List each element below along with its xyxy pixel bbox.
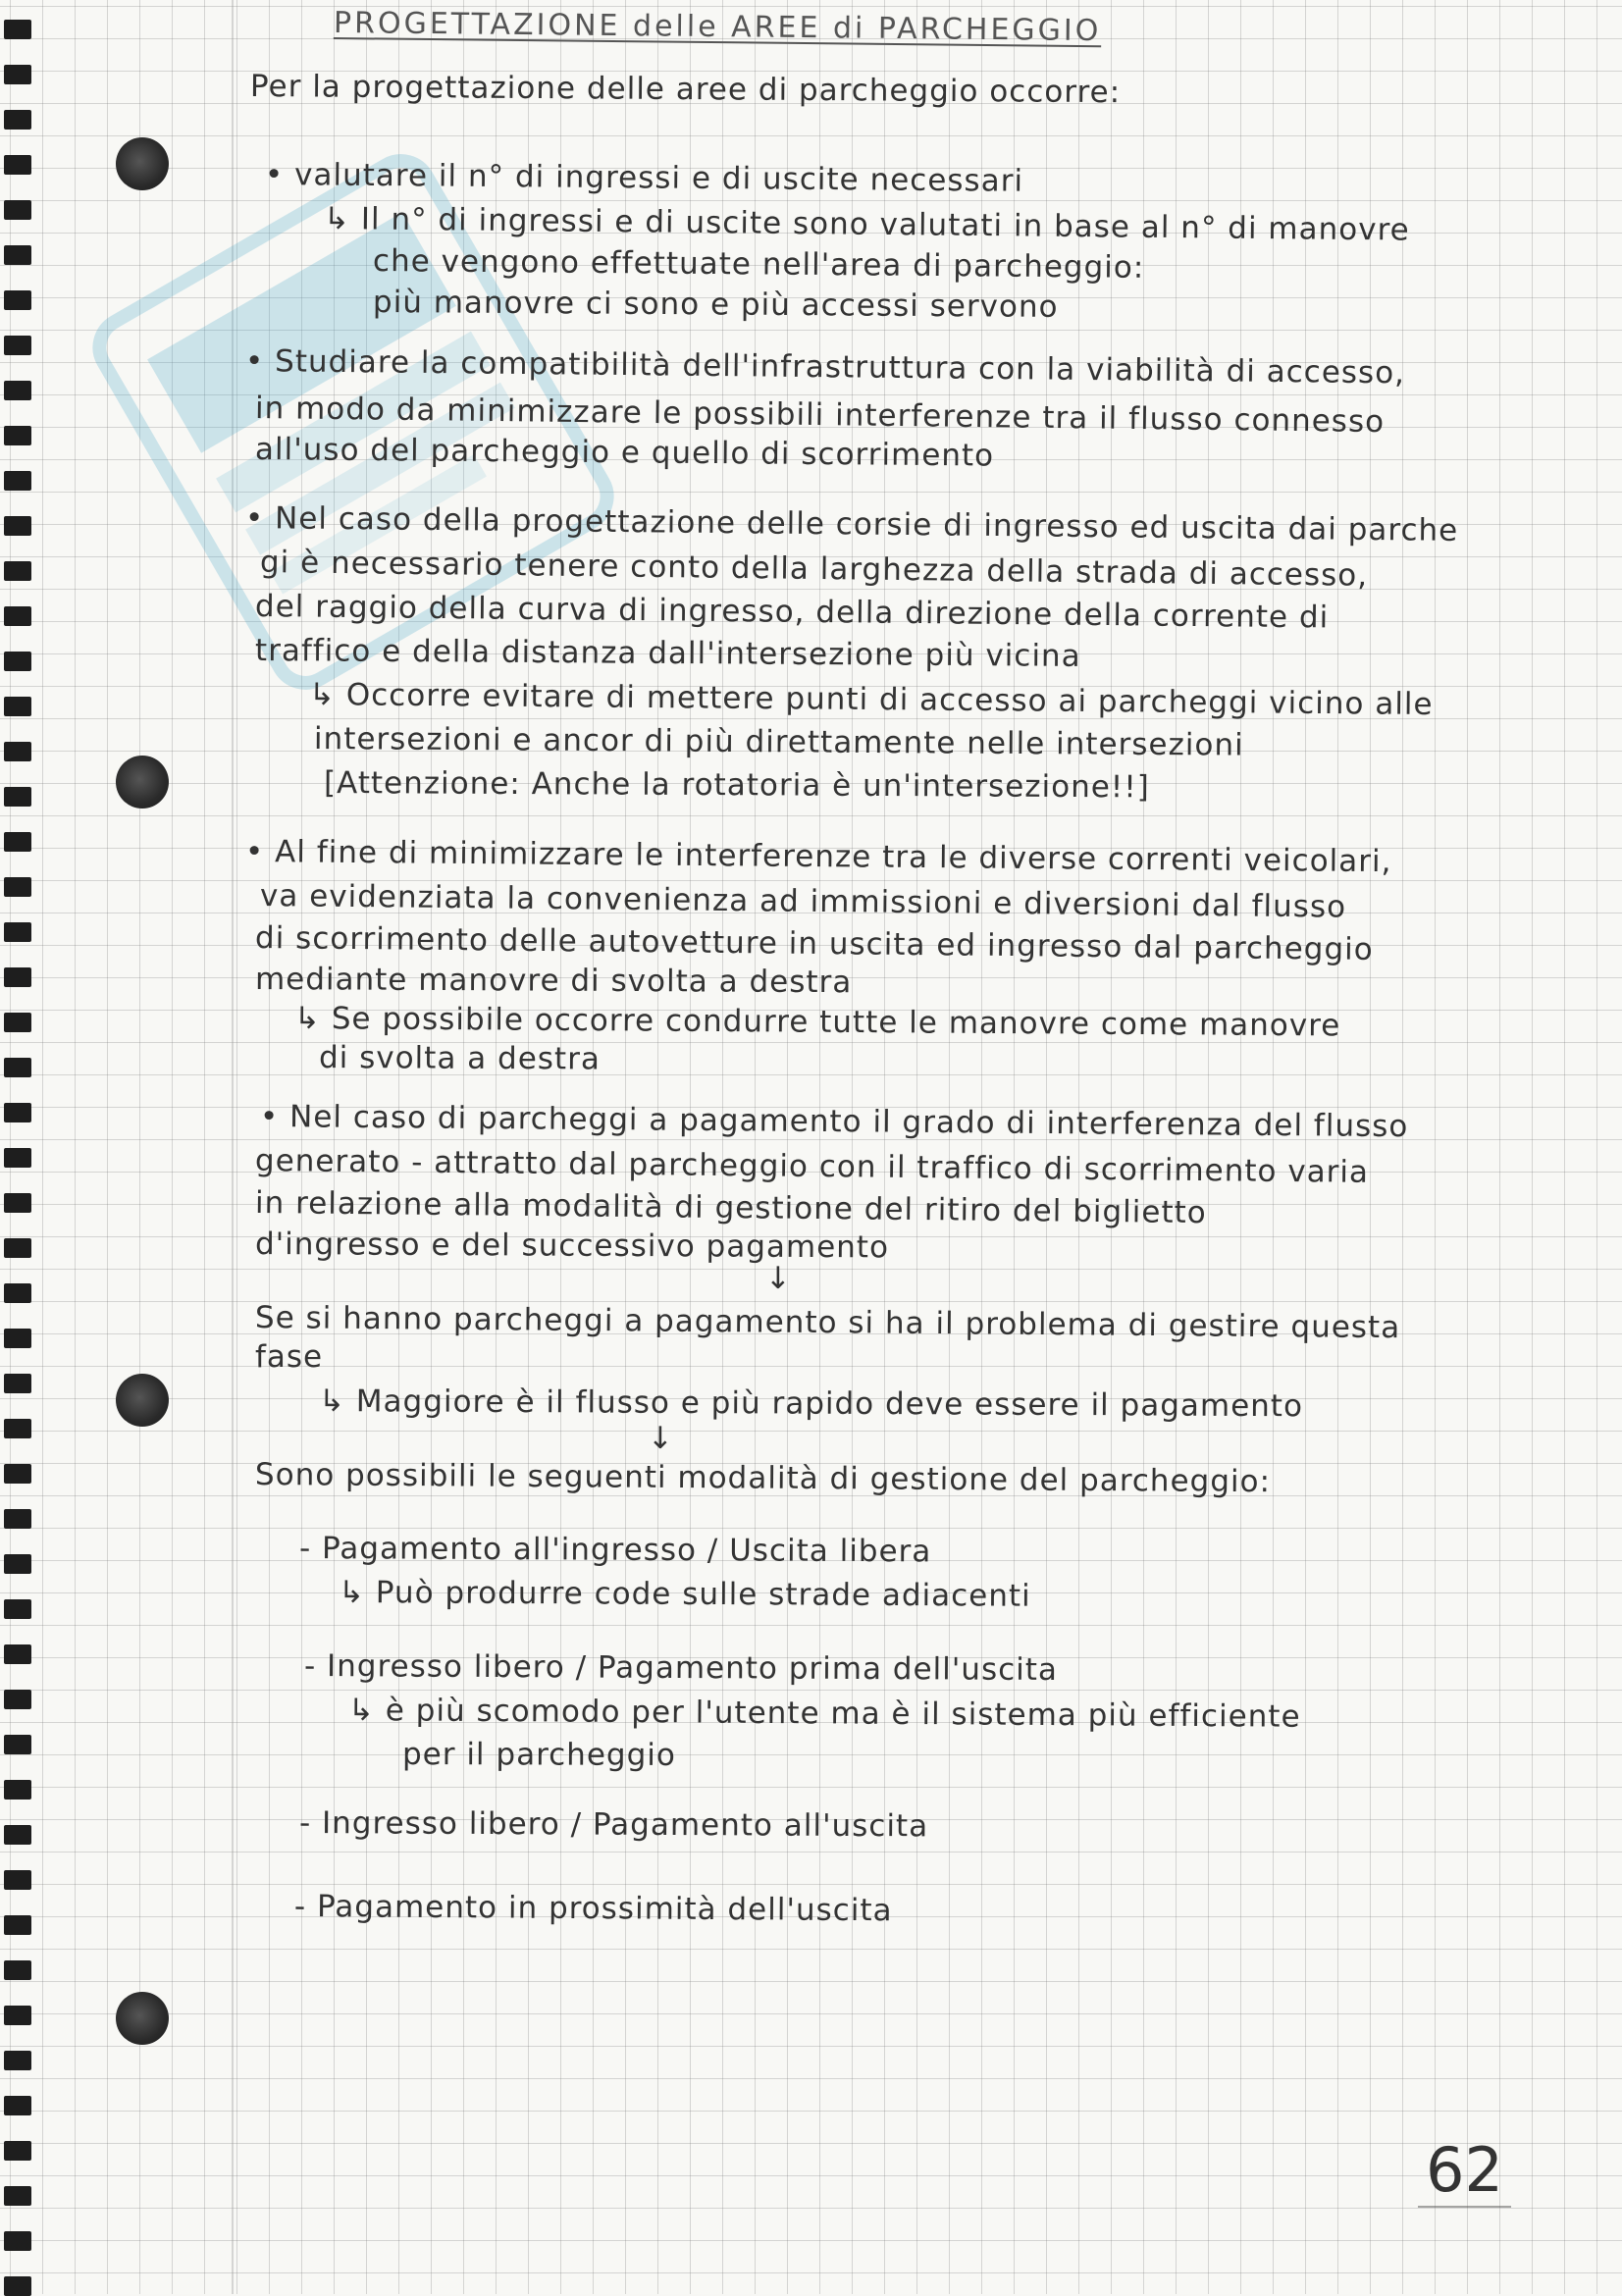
- binding-slot: [4, 1509, 31, 1529]
- note-line: che vengono effettuate nell'area di parcheggio:: [372, 243, 1145, 286]
- note-line: • Nel caso di parcheggi a pagamento il grado di interferenza del flusso: [259, 1099, 1409, 1145]
- note-line: di svolta a destra: [318, 1040, 601, 1077]
- note-line: - Ingresso libero / Pagamento all'uscita: [298, 1805, 929, 1845]
- note-line: ↳ Se possibile occorre condurre tutte le manovre come manovre: [293, 1001, 1341, 1044]
- note-line: Se si hanno parcheggi a pagamento si ha il problema di gestire questa: [254, 1300, 1401, 1346]
- binding-slot: [4, 967, 31, 987]
- binding-slot: [4, 1735, 31, 1754]
- binding-slot: [4, 2051, 31, 2070]
- binding-slot: [4, 200, 31, 220]
- binding-slot: [4, 2096, 31, 2115]
- binding-slot: [4, 20, 31, 39]
- note-line: ↳ è più scomodo per l'utente ma è il sistema più efficiente: [347, 1693, 1301, 1735]
- note-line: in relazione alla modalità di gestione del ritiro del biglietto: [254, 1185, 1207, 1231]
- binding-slot: [4, 110, 31, 130]
- binder-hole-icon: [116, 1992, 169, 2045]
- binding-slot: [4, 832, 31, 852]
- binding-slot: [4, 561, 31, 581]
- note-line: gi è necessario tenere conto della larghezza della strada di accesso,: [259, 545, 1369, 594]
- note-line: più manovre ci sono e più accessi servono: [372, 285, 1059, 325]
- binding-slot: [4, 1148, 31, 1168]
- note-line: Per la progettazione delle aree di parcheggio occorre:: [249, 69, 1122, 111]
- note-line: per il parcheggio: [401, 1737, 676, 1773]
- binding-slot: [4, 516, 31, 536]
- binder-hole-icon: [116, 1374, 169, 1427]
- binding-slot: [4, 606, 31, 626]
- binding-slot: [4, 1780, 31, 1800]
- note-line: intersezioni e ancor di più direttamente nelle intersezioni: [313, 721, 1244, 763]
- binding-strip: [0, 0, 49, 2294]
- binding-slot: [4, 1870, 31, 1890]
- binding-slot: [4, 1960, 31, 1980]
- binding-slot: [4, 1690, 31, 1709]
- binding-slot: [4, 1329, 31, 1348]
- binding-slot: [4, 1013, 31, 1032]
- binding-slot: [4, 1825, 31, 1845]
- note-line: • Al fine di minimizzare le interferenze tra le diverse correnti veicolari,: [244, 834, 1392, 880]
- note-line: del raggio della curva di ingresso, della direzione della corrente di: [254, 589, 1330, 636]
- binding-slot: [4, 336, 31, 355]
- note-line: generato - attratto dal parcheggio con il traffico di scorrimento varia: [254, 1143, 1370, 1190]
- note-line: ↳ Maggiore è il flusso e più rapido deve essere il pagamento: [318, 1383, 1304, 1425]
- notes-content: [245, 0, 1599, 2294]
- binding-slot: [4, 155, 31, 175]
- note-line: [Attenzione: Anche la rotatoria è un'intersezione!!]: [323, 765, 1150, 806]
- note-line: fase: [255, 1339, 324, 1375]
- binding-slot: [4, 697, 31, 716]
- binding-slot: [4, 290, 31, 310]
- note-line: va evidenziata la convenienza ad immissioni e diversioni dal flusso: [259, 878, 1347, 925]
- binding-slot: [4, 471, 31, 491]
- margin-line: [232, 0, 234, 2294]
- binding-slot: [4, 2006, 31, 2025]
- binding-slot: [4, 1419, 31, 1438]
- note-line: all'uso del parcheggio e quello di scorrimento: [254, 432, 995, 474]
- note-line: - Ingresso libero / Pagamento prima dell'uscita: [303, 1648, 1059, 1689]
- binding-slot: [4, 245, 31, 265]
- page-number: 62: [1418, 2134, 1511, 2208]
- binding-slot: [4, 2186, 31, 2206]
- binding-slot: [4, 1103, 31, 1122]
- binding-slot: [4, 922, 31, 942]
- binding-slot: [4, 652, 31, 671]
- note-line: ↳ Può produrre code sulle strade adiacenti: [338, 1575, 1031, 1614]
- binding-slot: [4, 1599, 31, 1619]
- note-line: • Studiare la compatibilità dell'infrastruttura con la viabilità di accesso,: [244, 343, 1406, 391]
- binding-slot: [4, 877, 31, 897]
- note-line: ↓: [765, 1261, 792, 1296]
- binding-slot: [4, 65, 31, 84]
- binder-hole-icon: [116, 137, 169, 190]
- binding-slot: [4, 1915, 31, 1935]
- note-line: • valutare il n° di ingressi e di uscite necessari: [264, 157, 1024, 199]
- binding-slot: [4, 1464, 31, 1484]
- note-line: traffico e della distanza dall'intersezione più vicina: [254, 633, 1081, 674]
- binding-slot: [4, 1644, 31, 1664]
- binding-slot: [4, 742, 31, 761]
- binding-slot: [4, 381, 31, 400]
- note-line: d'ingresso e del successivo pagamento: [254, 1226, 890, 1266]
- binding-slot: [4, 2231, 31, 2251]
- note-line: • Nel caso della progettazione delle corsie di ingresso ed uscita dai parche: [244, 500, 1459, 548]
- binding-slot: [4, 1554, 31, 1574]
- binding-slot: [4, 787, 31, 807]
- note-line: - Pagamento all'ingresso / Uscita libera: [298, 1531, 932, 1570]
- note-line: ↓: [648, 1421, 674, 1456]
- note-line: Sono possibili le seguenti modalità di gestione del parcheggio:: [254, 1457, 1272, 1500]
- binder-hole-icon: [116, 756, 169, 809]
- note-line: in modo da minimizzare le possibili interferenze tra il flusso connesso: [254, 391, 1386, 441]
- note-line: - Pagamento in prossimità dell'uscita: [293, 1889, 893, 1929]
- binding-slot: [4, 2141, 31, 2161]
- page-title: PROGETTAZIONE delle AREE di PARCHEGGIO: [333, 6, 1102, 49]
- note-line: ↳ Occorre evitare di mettere punti di accesso ai parcheggi vicino alle: [308, 677, 1434, 722]
- binding-slot: [4, 1193, 31, 1213]
- binding-slot: [4, 426, 31, 445]
- binding-slot: [4, 1374, 31, 1393]
- binding-slot: [4, 1058, 31, 1077]
- note-line: ↳ Il n° di ingressi e di uscite sono valutati in base al n° di manovre: [323, 201, 1410, 248]
- binding-slot: [4, 1283, 31, 1303]
- binding-slot: [4, 2276, 31, 2296]
- note-line: di scorrimento delle autovetture in uscita ed ingresso dal parcheggio: [254, 920, 1374, 967]
- binding-slot: [4, 1238, 31, 1258]
- note-line: mediante manovre di svolta a destra: [254, 962, 853, 1001]
